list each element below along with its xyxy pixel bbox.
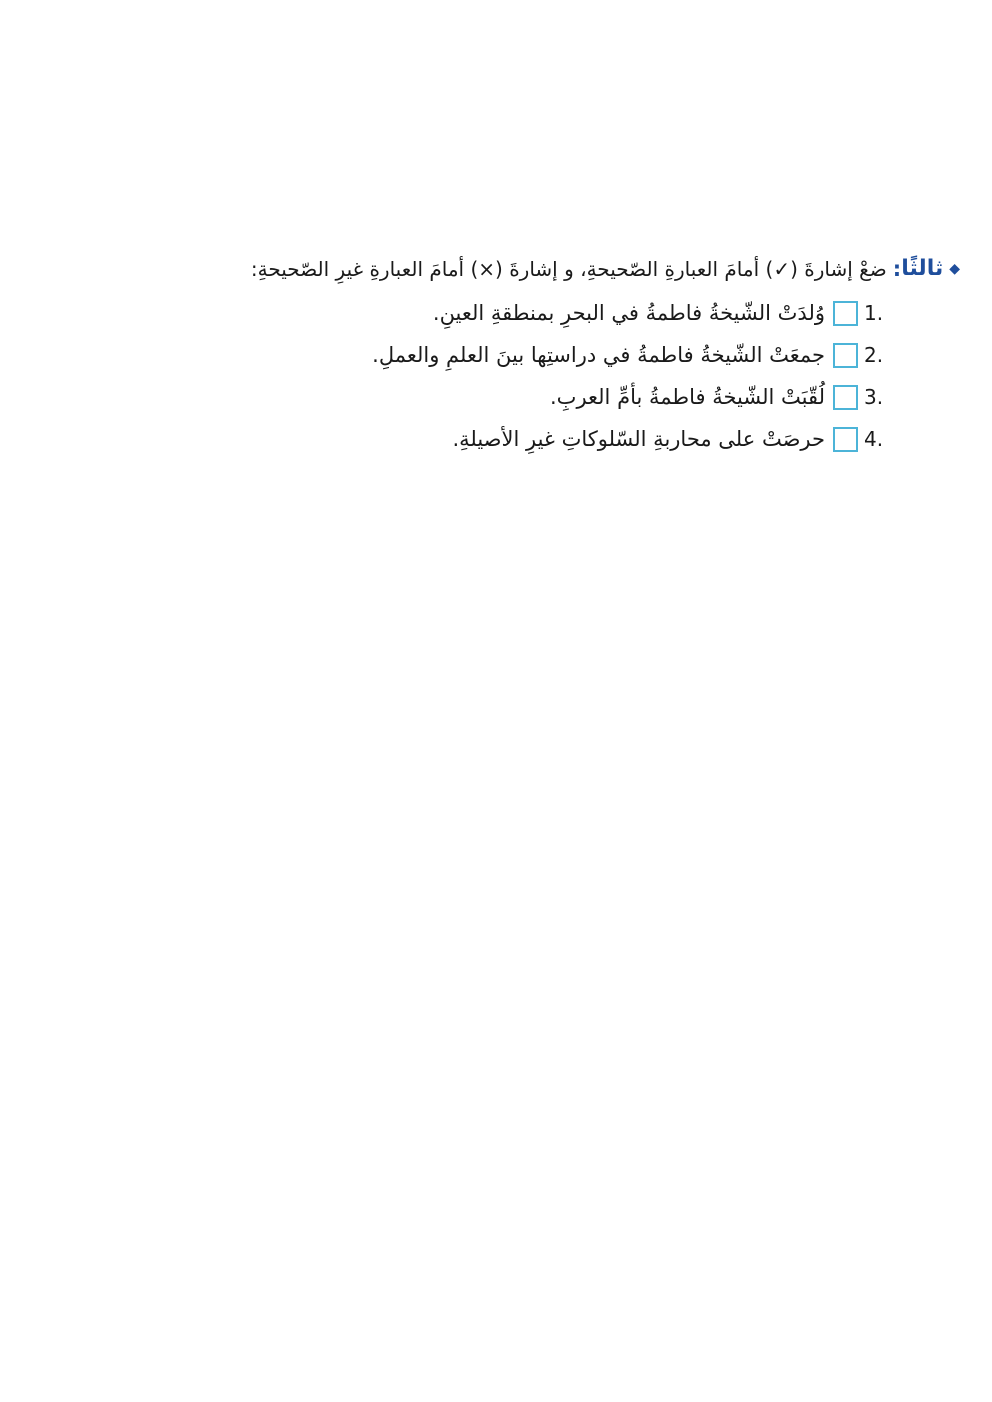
statement-number: 1. (864, 301, 884, 325)
statement-text: لُقّبَتْ الشّيخةُ فاطمةُ بأمِّ العربِ. (550, 385, 825, 409)
statement-item (220, 376, 886, 418)
exercise-heading (220, 250, 960, 288)
answer-checkbox[interactable] (833, 385, 858, 410)
statement-text: حرصَتْ على محاربةِ السّلوكاتِ غيرِ الأصيلةِ. (452, 427, 825, 451)
exercise-section (220, 250, 960, 460)
exercise-label: ثالثًا (901, 256, 944, 281)
statement-item (220, 292, 886, 334)
statement-text: جمعَتْ الشّيخةُ فاطمةُ في دراستِها بينَ العلمِ والعملِ. (372, 343, 825, 367)
diamond-bullet-icon: ◆ (949, 261, 960, 277)
exercise-label-colon: : (892, 257, 902, 281)
answer-checkbox[interactable] (833, 301, 858, 326)
exercise-instruction: ضعْ إشارةَ (✓) أمامَ العبارةِ الصّحيحةِ، و إشارةَ (×) أمامَ العبارةِ غيرِ الصّحيحةِ: (250, 257, 887, 281)
statement-list (220, 292, 960, 460)
statement-item (220, 334, 886, 376)
statement-number: 3. (864, 385, 884, 409)
statement-item (220, 418, 886, 460)
statement-number: 2. (864, 343, 884, 367)
answer-checkbox[interactable] (833, 343, 858, 368)
statement-text: وُلدَتْ الشّيخةُ فاطمةُ في البحرِ بمنطقةِ العينِ. (432, 301, 825, 325)
statement-number: 4. (864, 427, 884, 451)
answer-checkbox[interactable] (833, 427, 858, 452)
